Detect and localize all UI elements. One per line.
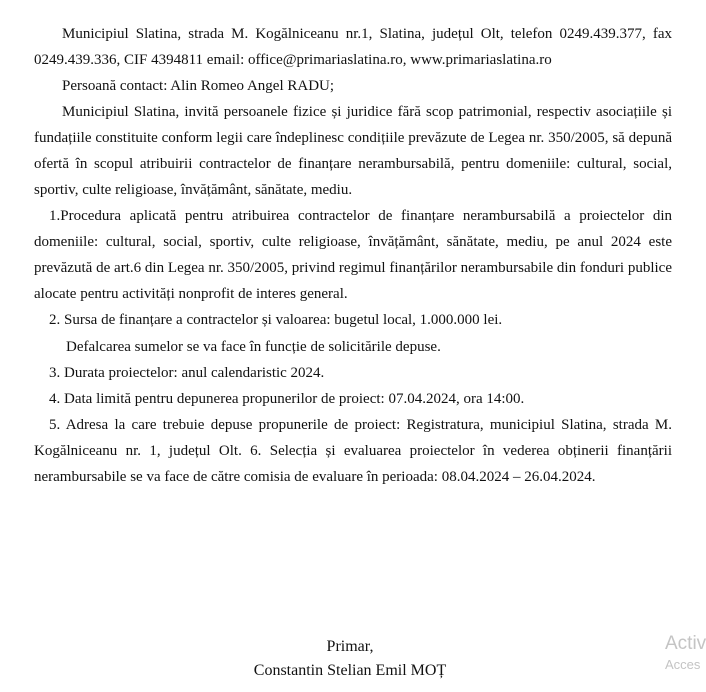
signature-name: Constantin Stelian Emil MOȚ <box>253 662 447 679</box>
signature-title: Primar, <box>326 638 374 655</box>
submission-address-paragraph: 5. Adresa la care trebuie depuse propunerile de proiect: Registratura, municipiul Slatina, strada M. Kogălniceanu nr. 1, județul Olt. 6. Selecția și evaluarea proiectelor în vederea obținerii finanțării nerambursabile se va face de către comisia de evaluare în perioada: 08.04.2024 – 26.04.2024. <box>34 417 672 485</box>
procedure-paragraph: 1.Procedura aplicată pentru atribuirea contractelor de finanțare nerambursabilă a proiectelor din domeniile: cultural, social, sportiv, culte religioase, învățământ, sănătate, mediu, pe anul 2024 este prevăzută de art.6 din Legea nr. 350/2005, privind regimul finanțărilor nerambursabile din fonduri publice alocate pentru activități nonprofit de interes general. <box>34 208 672 302</box>
funding-source-paragraph: 2. Sursa de finanțare a contractelor și valoarea: bugetul local, 1.000.000 lei. <box>49 312 503 328</box>
signature-block <box>190 635 510 683</box>
deadline-paragraph: 4. Data limită pentru depunerea propunerilor de proiect: 07.04.2024, ora 14:00. <box>49 391 525 407</box>
watermark-line-1: Activ <box>665 633 706 654</box>
watermark-line-2: Acces <box>665 657 701 672</box>
funding-breakdown-note: Defalcarea sumelor se va face în funcție de solicitările depuse. <box>66 339 441 355</box>
activation-watermark <box>665 632 706 674</box>
header-contact-paragraph: Municipiul Slatina, strada M. Kogălniceanu nr.1, Slatina, județul Olt, telefon 0249.439.377, fax 0249.439.336, CIF 4394811 email: office@primariaslatina.ro, www.primariaslatina.ro <box>34 26 672 68</box>
contact-person-paragraph: Persoană contact: Alin Romeo Angel RADU; <box>62 78 335 94</box>
invitation-paragraph: Municipiul Slatina, invită persoanele fizice și juridice fără scop patrimonial, respectiv asociațiile și fundațiile constituite conform legii care îndeplinesc condițiile prevăzute de Legea nr. 350/2005, să depună ofertă în scopul atribuirii contractelor de finanțare nerambursabilă, pentru domeniile: cultural, social, sportiv, culte religioase, învățământ, sănătate, mediu. <box>34 104 672 198</box>
document-body <box>34 21 672 490</box>
project-duration-paragraph: 3. Durata proiectelor: anul calendaristic 2024. <box>49 365 325 381</box>
